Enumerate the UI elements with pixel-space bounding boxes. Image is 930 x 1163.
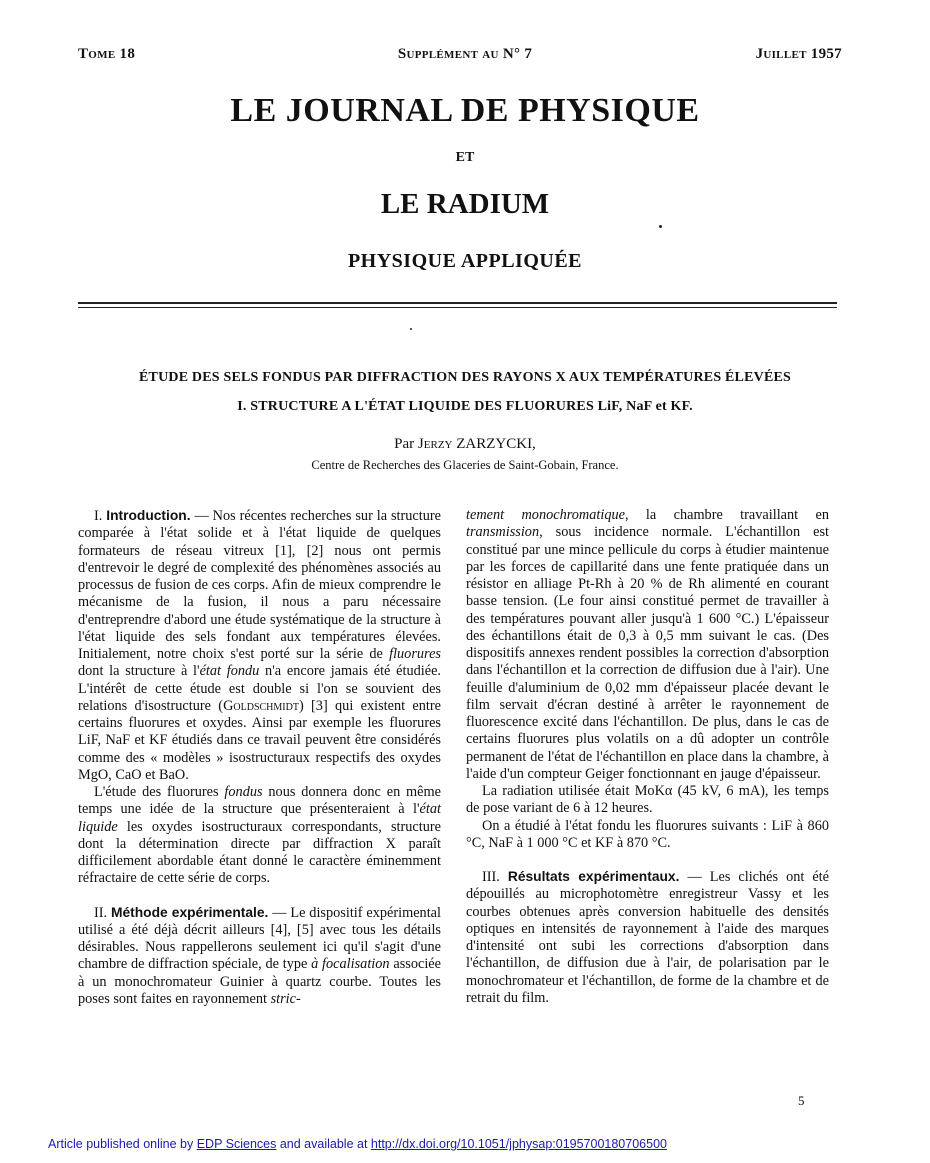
intro-paragraph: [78, 507, 441, 784]
body-text: nous donnera donc en même temps une idée de la structure que présenteraient à l': [78, 784, 441, 818]
author-last-name: ZARZYCKI,: [456, 436, 536, 452]
emphasis-text: état liquide: [78, 801, 441, 835]
section-heading-results: Résultats expérimentaux.: [507, 869, 680, 884]
issue-date: Juillet 1957: [755, 46, 842, 62]
supplement-label: Supplément au N° 7: [397, 46, 533, 62]
volume-label: Tome 18: [78, 46, 136, 62]
body-text: n'a encore jamais été étudiée. L'intérêt de cette étude est double si l'on se souvient des relations d'isostructure (: [78, 663, 441, 714]
journal-conjunction: ET: [455, 150, 475, 165]
doi-link[interactable]: http://dx.doi.org/10.1051/jphysap:0195700180706500: [370, 1137, 667, 1151]
publication-footer: [48, 1137, 667, 1151]
author-byline: [0, 436, 930, 453]
body-text: les oxydes isostructuraux correspondants, structure dont la détermination directe par diffraction X paraît difficilement abordable étant donné le caractère éminemment réfractaire de cette série de corps.: [78, 818, 441, 887]
byline-prefix: Par: [394, 436, 415, 452]
emphasis-text: transmission: [466, 524, 540, 541]
print-speck: [410, 328, 412, 330]
body-text: , sous incidence normale. L'échantillon est constitué par une mince pellicule du corps à étudier maintenue par les forces de capillarité dans une fente pratiquée dans un résistor en alliage Pt-Rh à 20 % de Rh alimenté en courant basse tension. (Le four ainsi constitué permet de travailler à des températures pouvant aller jusqu'à 1 600 °C.) L'épaisseur des échantillons était de 0,3 à 0,5 mm suivant le cas. (Des dispositifs annexes rendent possibles la correction d'absorption dans l'échantillon et la correction de diffusion due à l'air). Une feuille d'aluminium de 0,02 mm d'épaisseur placée devant le film servait d'écran destiné à arrêter le rayonnement de fluorescence excité dans l'échantillon. De plus, dans le cas de certains fluorures plus volatils on a dû adopter un contrôle permanent de l'état de l'échantillon en place dans la chambre, à l'aide d'un compteur Geiger fonctionnant en jauge d'épaisseur.: [466, 524, 829, 782]
method-paragraph: [78, 904, 441, 1009]
body-text: dont la structure à l': [78, 663, 200, 680]
author-affiliation: Centre de Recherches des Glaceries de Saint-Gobain, France.: [311, 458, 619, 472]
results-paragraph: [466, 868, 829, 1007]
section-number: II.: [94, 904, 108, 921]
journal-subtitle: LE RADIUM: [380, 188, 550, 220]
emphasis-text: à focalisation: [311, 956, 390, 973]
section-number: III.: [482, 869, 500, 885]
footer-middle: and available at: [276, 1137, 371, 1151]
body-text: — Nos récentes recherches sur la structure comparée à l'état solide et à l'état liquide de quelques formateurs de réseau vitreux [1], [2] nous ont permis d'entrevoir le degré de complexité des phénomènes associés au processus de fusion de ces corps. Afin de mieux comprendre le mécanisme de la fusion, il nous a paru nécessaire d'entreprendre d'abord une étude systématique de la structure à l'état liquide des sels fondant aux températures élevées. Initialement, notre choix s'est porté sur la série de: [78, 508, 441, 662]
author-first-name: Jerzy: [417, 436, 453, 452]
publisher-link[interactable]: EDP Sciences: [196, 1137, 277, 1151]
body-text: , la chambre travaillant en: [624, 507, 829, 523]
emphasis-text: stric-: [270, 990, 301, 1007]
emphasis-text: fondus: [224, 784, 263, 800]
cited-author: Goldschmidt: [223, 697, 299, 714]
body-text: — Les clichés ont été dépouillés au microphotomètre enregistreur Vassy et les courbes obtenues après conversion habituelle des densités optiques en intensités de rayonnement à l'aide des marques d'intensité ont subi les corrections d'absorption dans l'échantillon, de diffusion due à l'air, de polarisation par le monochromateur et l'échantillon, de forme de la chambre et de retrait du film.: [466, 869, 829, 1006]
section-heading-introduction: Introduction.: [106, 508, 191, 523]
method-continuation: [466, 507, 829, 783]
right-column: [466, 507, 829, 1007]
body-text: — Le dispositif expérimental utilisé a été déjà décrit ailleurs [4], [5] avec tous les détails désirables. Nous rappellerons seulement ici qu'il s'agit d'une chambre de diffraction spéciale, de type: [78, 904, 441, 973]
left-column: [78, 507, 441, 1008]
intro-paragraph: [78, 784, 441, 888]
section-heading-method: Méthode expérimentale.: [110, 904, 269, 920]
print-speck: [659, 225, 662, 228]
journal-title: LE JOURNAL DE PHYSIQUE: [230, 92, 700, 129]
article-title: ÉTUDE DES SELS FONDUS PAR DIFFRACTION DES RAYONS X AUX TEMPÉRATURES ÉLEVÉES: [139, 370, 791, 385]
page-number: 5: [798, 1093, 805, 1108]
footer-prefix: Article published online by: [48, 1137, 197, 1151]
header-rule: [78, 302, 837, 304]
emphasis-text: tement monochromatique: [466, 507, 625, 523]
emphasis-text: état fondu: [199, 663, 260, 680]
samples-paragraph: On a étudié à l'état fondu les fluorures suivants : LiF à 860 °C, NaF à 1 000 °C et KF à 870 °C.: [466, 817, 829, 851]
body-text: L'étude des fluorures: [94, 784, 225, 800]
header-rule-thin: [78, 307, 837, 308]
body-text: ) [3] qui existent entre certains fluorures et oxydes. Ainsi par exemple les fluorures LiF, NaF et KF étudiés dans ce travail peuvent être considérés comme des « modèles » isostructuraux respectifs des oxydes MgO, CaO et BaO.: [78, 697, 441, 783]
body-text: associée à un monochromateur Guinier à quartz courbe. Toutes les poses sont faites en rayonnement: [78, 956, 441, 1007]
emphasis-text: fluorures: [389, 646, 441, 662]
journal-section: PHYSIQUE APPLIQUÉE: [347, 250, 583, 272]
radiation-paragraph: La radiation utilisée était MoKα (45 kV, 6 mA), les temps de pose variant de 6 à 12 heures.: [466, 783, 829, 817]
article-subtitle: I. STRUCTURE A L'ÉTAT LIQUIDE DES FLUORURES LiF, NaF et KF.: [237, 399, 693, 414]
section-number: I.: [94, 508, 103, 524]
